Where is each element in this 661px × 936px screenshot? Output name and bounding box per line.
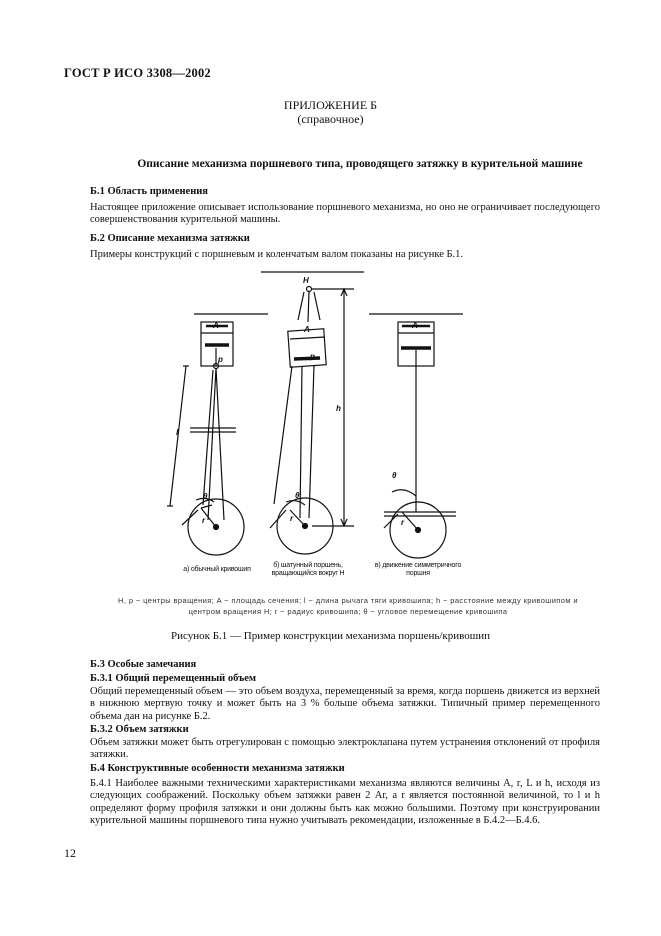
- subcaption-b-line2: вращающийся вокруг H: [271, 570, 345, 577]
- label-theta-b: θ: [295, 491, 300, 500]
- mechanism-c: [369, 314, 463, 558]
- appendix-title: ПРИЛОЖЕНИЕ Б: [283, 98, 378, 112]
- label-p-a: p: [218, 355, 223, 364]
- subcaption-b-line1: б) шатунный поршень,: [273, 562, 343, 569]
- figure-legend-line1: H, p − центры вращения; A − площадь сечения; l − длина рычага тяги кривошипа; h − расстояние между кривошипом и: [118, 596, 578, 605]
- subcaption-b: [262, 562, 354, 578]
- page-number: 12: [64, 846, 76, 860]
- section-b2-heading: Б.2 Описание механизма затяжки: [90, 233, 250, 244]
- label-A-a: A: [213, 321, 219, 330]
- label-p-b: p: [310, 352, 315, 361]
- document-title: Описание механизма поршневого типа, проводящего затяжку в курительной машине: [137, 158, 583, 170]
- subcaption-a: а) обычный кривошип: [183, 566, 251, 573]
- subcaption-c-line1: в) движение симметричного: [374, 562, 462, 569]
- label-theta-a: θ: [203, 492, 208, 501]
- section-b1-heading: Б.1 Область применения: [90, 186, 208, 197]
- mechanism-b: [261, 272, 364, 554]
- label-h: h: [336, 404, 341, 413]
- label-A-c: A: [412, 321, 418, 330]
- label-H: H: [303, 276, 309, 285]
- mechanism-a: [167, 314, 268, 555]
- label-A-b: A: [304, 325, 310, 334]
- label-r-b: r: [290, 514, 294, 523]
- figure-legend: [88, 595, 608, 617]
- section-b32-text: Объем затяжки может быть отрегулирован с помощью электроклапана путем устранения отклонений от профиля затяжки.: [90, 737, 600, 761]
- section-b31-text: Общий перемещенный объем — это объем воздуха, перемещенный за время, когда поршень движется из верхней в нижнюю мертвую точку и может быть на 3 % больше объема затяжки. Типичный пример перемещенного объема дан на рисунке Б.2.: [90, 686, 600, 722]
- label-theta-c: θ: [392, 471, 397, 480]
- section-b1-text: Настоящее приложение описывает использование поршневого механизма, но оно не ограничивает последующего совершенствования курительной машины.: [90, 202, 600, 226]
- section-b3-heading: Б.3 Особые замечания: [90, 659, 197, 670]
- subcaption-c-line2: поршня: [406, 570, 430, 577]
- section-b31-heading: Б.3.1 Общий перемещенный объем: [90, 673, 257, 684]
- label-r-c: r: [401, 518, 405, 527]
- figure-caption: Рисунок Б.1 — Пример конструкции механизма поршень/кривошип: [170, 630, 491, 642]
- label-r-a: r: [202, 516, 206, 525]
- section-b4-heading: Б.4 Конструктивные особенности механизма затяжки: [90, 763, 345, 774]
- label-l: l: [176, 428, 179, 437]
- appendix-subtitle: (справочное): [297, 112, 364, 126]
- standard-code: ГОСТ Р ИСО 3308—2002: [64, 66, 211, 80]
- section-b2-text: Примеры конструкций с поршневым и коленчатым валом показаны на рисунке Б.1.: [90, 249, 464, 260]
- section-b41-text: Б.4.1 Наиболее важными техническими характеристиками механизма являются величины A, r, L и h, исходя из следующих соображений. Поскольку объем затяжки равен 2 Ar, а r является постоянной величиной, то l и h определяют форму профиля затяжки и они должны быть как можно большими. Поэтому при конструировании курительной машины поршневого типа нужно учитывать рекомендации, изложенные в Б.4.2—Б.4.6.: [90, 778, 600, 827]
- subcaption-c: [364, 562, 472, 578]
- figure-legend-line2: центром вращения H; r − радиус кривошипа; θ − угловое перемещение кривошипа: [188, 607, 508, 616]
- section-b32-heading: Б.3.2 Объем затяжки: [90, 724, 189, 735]
